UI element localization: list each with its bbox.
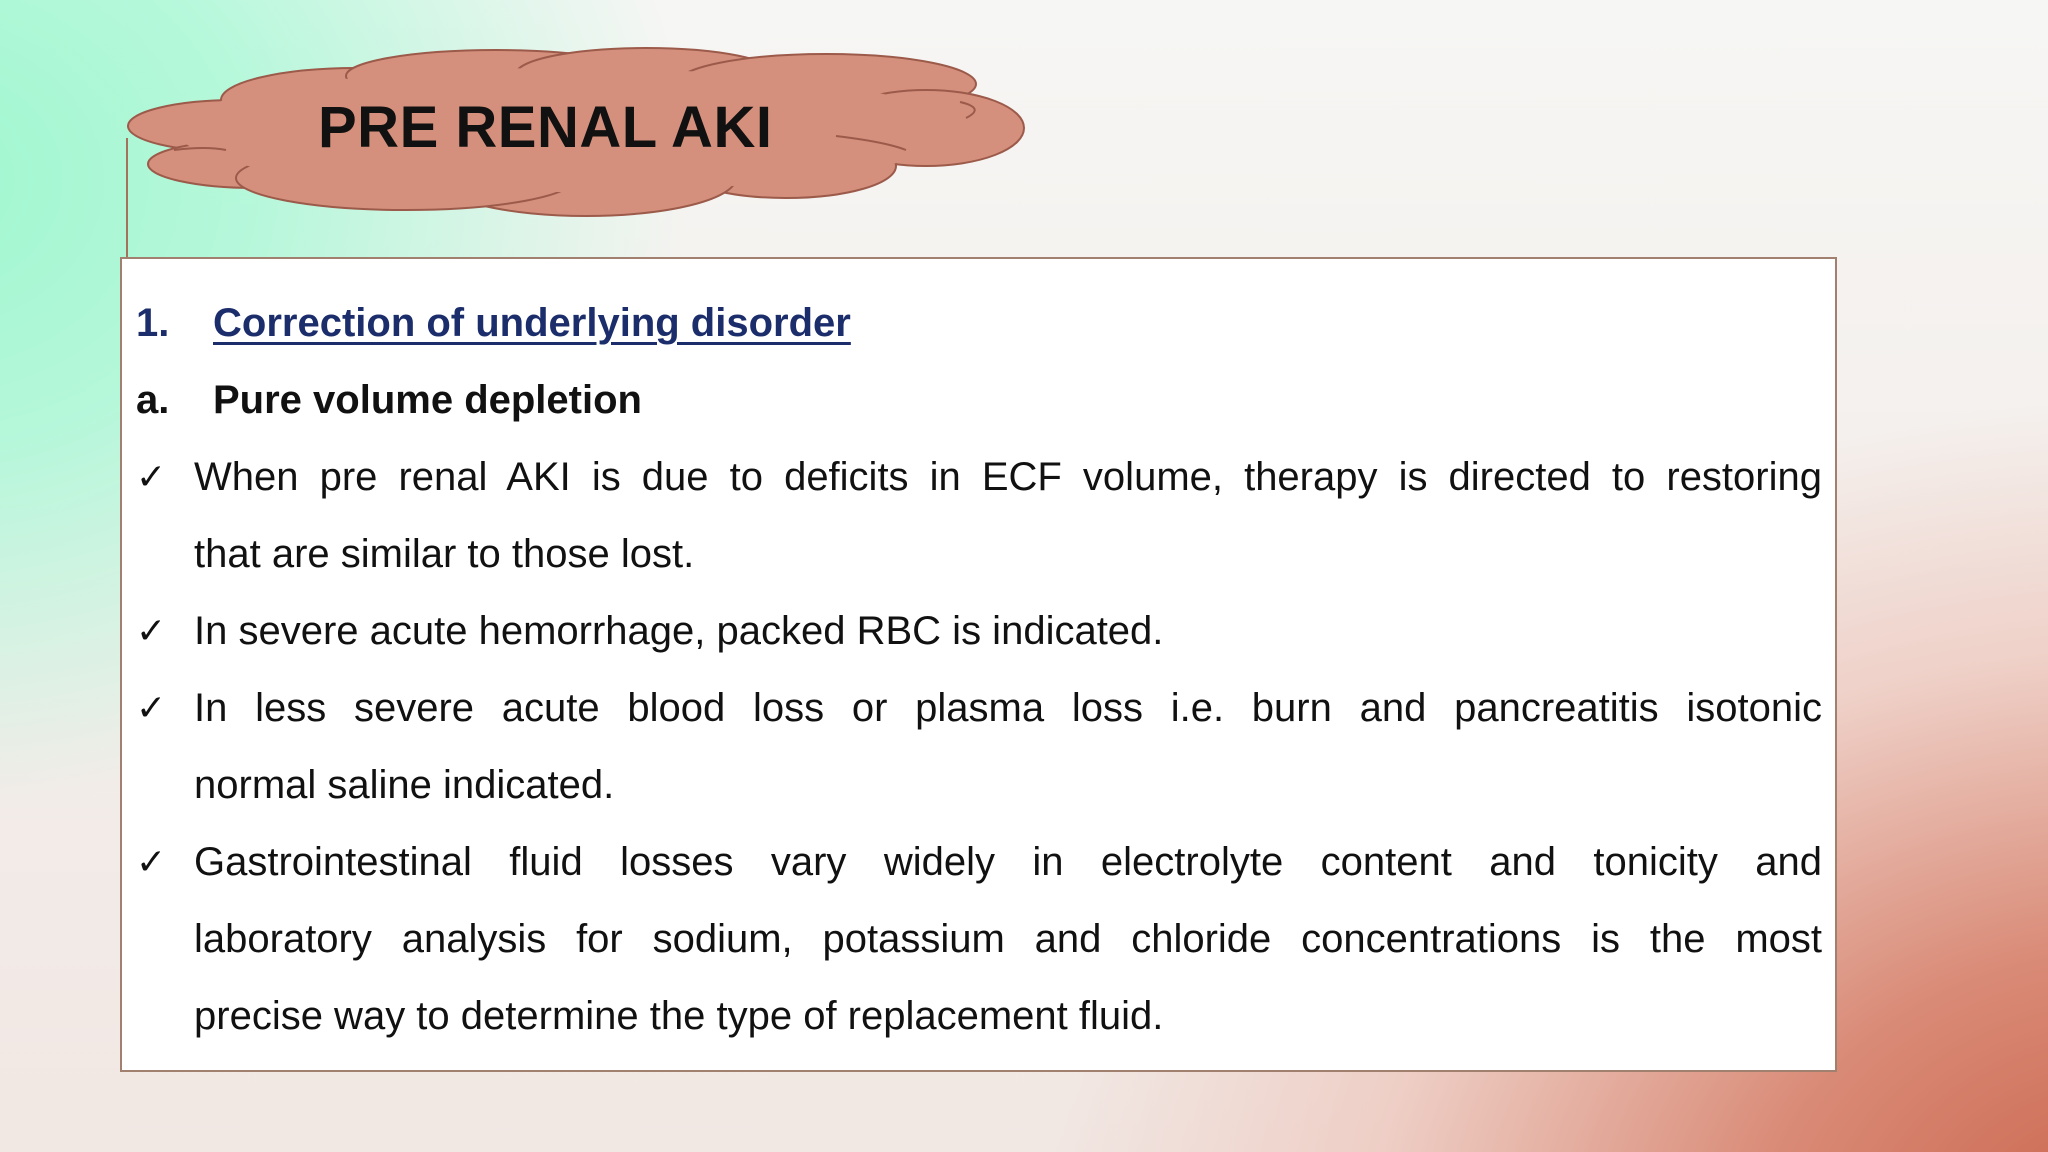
subheading-marker: a.	[136, 378, 170, 422]
bullet-line: When pre renal AKI is due to deficits in ECF volume, therapy is directed to restoring	[194, 455, 1822, 499]
subheading-text: Pure volume depletion	[213, 378, 642, 422]
slide-title: PRE RENAL AKI	[318, 95, 773, 160]
check-icon: ✓	[136, 457, 167, 498]
bullet-line: Gastrointestinal fluid losses vary widely in electrolyte content and tonicity and	[194, 840, 1822, 884]
bullet-line: laboratory analysis for sodium, potassium and chloride concentrations is the most	[194, 917, 1822, 961]
cloud-connector-line	[126, 138, 128, 260]
bullet-line: that are similar to those lost.	[194, 532, 695, 576]
bullet-line: normal saline indicated.	[194, 763, 615, 807]
check-icon: ✓	[136, 611, 167, 652]
check-icon: ✓	[136, 688, 167, 729]
bullet-line: precise way to determine the type of replacement fluid.	[194, 994, 1164, 1038]
bullet-line: In severe acute hemorrhage, packed RBC is indicated.	[194, 609, 1164, 653]
heading-number: 1.	[136, 301, 170, 345]
bullet-line: In less severe acute blood loss or plasma loss i.e. burn and pancreatitis isotonic	[194, 686, 1822, 730]
content-box	[120, 257, 1837, 1072]
heading-text: Correction of underlying disorder	[213, 301, 851, 345]
check-icon: ✓	[136, 842, 167, 883]
